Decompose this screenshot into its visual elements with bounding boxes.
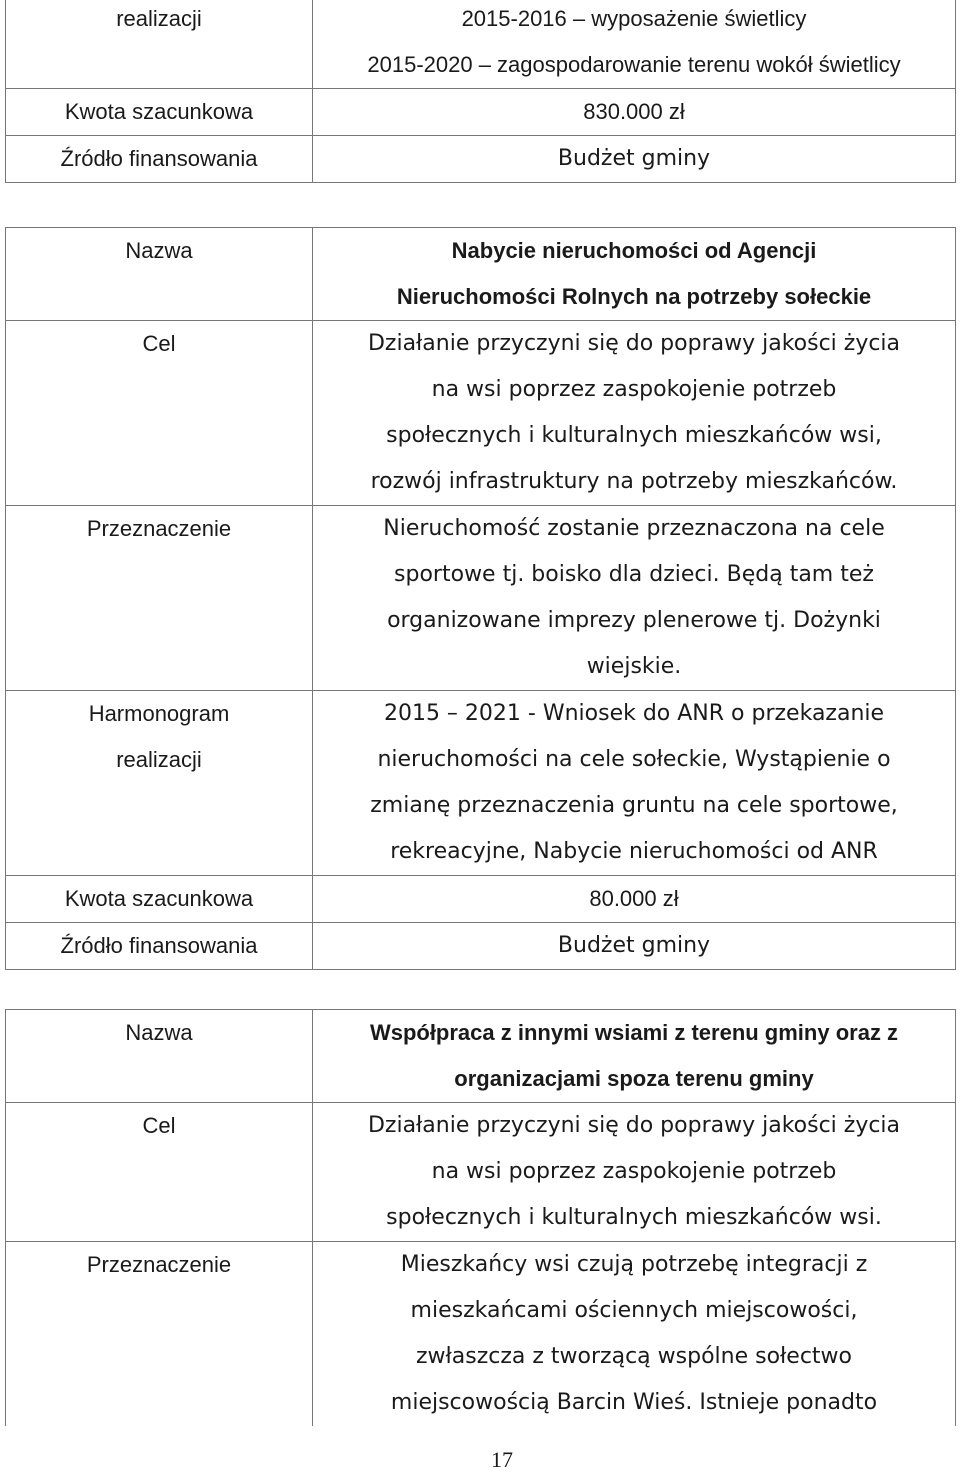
purpose-label: Przeznaczenie <box>6 506 313 691</box>
anr-project-table <box>5 227 956 970</box>
schedule-label: realizacji <box>6 0 313 89</box>
purpose-label: Przeznaczenie <box>6 1242 313 1427</box>
purpose-line: wiejskie. <box>586 654 682 679</box>
amount-row <box>6 876 956 923</box>
amount-label: Kwota szacunkowa <box>6 876 313 923</box>
amount-row <box>6 89 956 136</box>
purpose-line: Mieszkańcy wsi czują potrzebę integracji z <box>400 1252 868 1277</box>
amount-label: Kwota szacunkowa <box>6 89 313 136</box>
schedule-line: 2015-2016 – wyposażenie świetlicy <box>461 6 807 31</box>
name-label: Nazwa <box>6 1010 313 1103</box>
goal-label: Cel <box>6 1103 313 1242</box>
project-name-line: organizacjami spoza terenu gminy <box>454 1066 814 1091</box>
goal-line: społecznych i kulturalnych mieszkańców wsi, <box>386 423 882 448</box>
name-row <box>6 228 956 321</box>
purpose-line: sportowe tj. boisko dla dzieci. Będą tam też <box>394 562 874 587</box>
goal-line: Działanie przyczyni się do poprawy jakości życia <box>367 331 901 356</box>
purpose-line: organizowane imprezy plenerowe tj. Dożynki <box>387 608 881 633</box>
schedule-value <box>313 691 956 876</box>
project-name <box>313 1010 956 1103</box>
schedule-line: 2015 – 2021 - Wniosek do ANR o przekazanie <box>383 701 885 726</box>
source-value: Budżet gminy <box>313 136 956 183</box>
purpose-line: miejscowością Barcin Wieś. Istnieje ponadto <box>390 1390 878 1415</box>
amount-value: 830.000 zł <box>313 89 956 136</box>
schedule-label <box>6 691 313 876</box>
schedule-line: zmianę przeznaczenia gruntu na cele sportowe, <box>370 793 898 818</box>
purpose-line: zwłaszcza z tworzącą wspólne sołectwo <box>415 1344 852 1369</box>
schedule-line: nieruchomości na cele sołeckie, Wystąpienie o <box>377 747 891 772</box>
schedule-line: 2015-2020 – zagospodarowanie terenu wokół świetlicy <box>367 52 901 77</box>
goal-line: na wsi poprzez zaspokojenie potrzeb <box>431 1159 837 1184</box>
project-name-line: Nabycie nieruchomości od Agencji <box>451 238 817 263</box>
previous-project-table <box>5 0 956 183</box>
amount-value: 80.000 zł <box>313 876 956 923</box>
goal-value <box>313 321 956 506</box>
goal-label: Cel <box>6 321 313 506</box>
purpose-line: Nieruchomość zostanie przeznaczona na cele <box>383 516 885 541</box>
goal-line: na wsi poprzez zaspokojenie potrzeb <box>431 377 837 402</box>
schedule-value <box>313 0 956 89</box>
schedule-label-line: realizacji <box>116 747 202 772</box>
source-value: Budżet gminy <box>313 923 956 970</box>
source-row <box>6 136 956 183</box>
name-row <box>6 1010 956 1103</box>
schedule-row <box>6 691 956 876</box>
schedule-row <box>6 0 956 89</box>
project-name <box>313 228 956 321</box>
project-name-line: Nieruchomości Rolnych na potrzeby sołeckie <box>396 284 872 309</box>
goal-line: społecznych i kulturalnych mieszkańców wsi. <box>386 1205 882 1230</box>
cooperation-project-table <box>5 1009 956 1426</box>
project-name-line: Współpraca z innymi wsiami z terenu gminy oraz z <box>369 1020 899 1045</box>
goal-line: rozwój infrastruktury na potrzeby mieszkańców. <box>370 469 898 494</box>
source-row <box>6 923 956 970</box>
schedule-label-line: Harmonogram <box>88 701 230 726</box>
goal-row <box>6 321 956 506</box>
page-number: 17 <box>491 1447 513 1472</box>
purpose-value <box>313 506 956 691</box>
purpose-line: mieszkańcami ościennych miejscowości, <box>410 1298 858 1323</box>
source-label: Źródło finansowania <box>6 136 313 183</box>
schedule-line: rekreacyjne, Nabycie nieruchomości od ANR <box>390 839 878 864</box>
goal-row <box>6 1103 956 1242</box>
source-label: Źródło finansowania <box>6 923 313 970</box>
name-label: Nazwa <box>6 228 313 321</box>
purpose-row <box>6 506 956 691</box>
goal-value <box>313 1103 956 1242</box>
goal-line: Działanie przyczyni się do poprawy jakości życia <box>367 1113 901 1138</box>
purpose-row <box>6 1242 956 1427</box>
purpose-value <box>313 1242 956 1427</box>
